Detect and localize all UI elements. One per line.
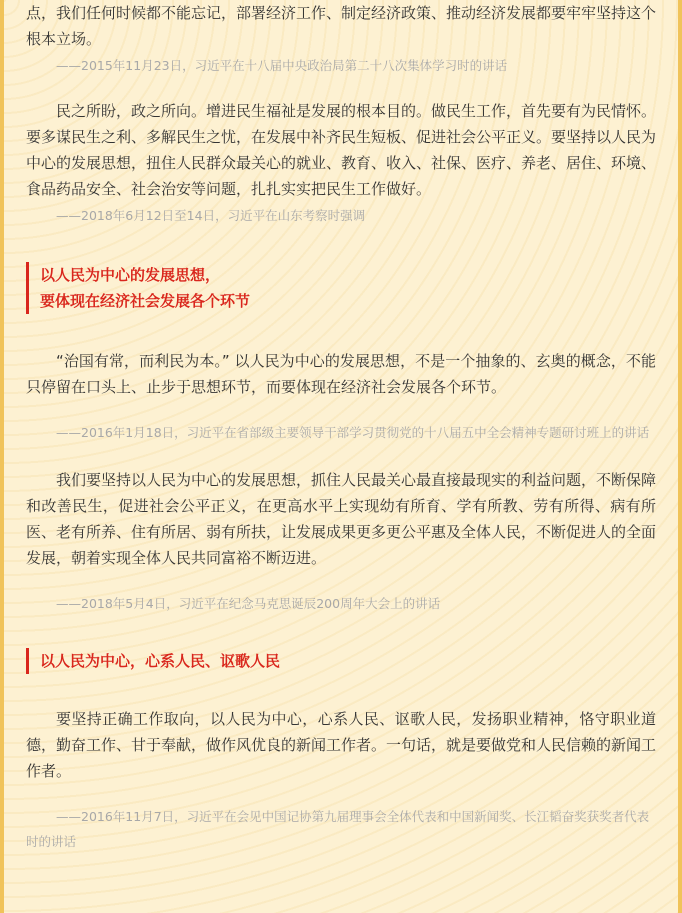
paragraph: 我们要坚持以人民为中心的发展思想，抓住人民最关心最直接最现实的利益问题，不断保障和改善民生，促进社会公平正义，在更高水平上实现幼有所育、学有所教、劳有所得、病有所医、老有所养、住有所居、弱有所扶，让发展成果更多更公平惠及全体人民，不断促进人的全面发展，朝着实现全体人民共同富裕不断迈进。 — [26, 471, 657, 567]
paragraph: “治国有常，而利民为本。” 以人民为中心的发展思想，不是一个抽象的、玄奥的概念，不能只停留在口头上、止步于思想环节，而要体现在经济社会发展各个环节。 — [26, 352, 656, 396]
article-content — [26, 0, 656, 854]
quote-source: ——2018年6月12日至14日，习近平在山东考察时强调 — [56, 208, 366, 223]
quote-source: ——2016年11月7日，习近平在会见中国记协第九届理事会全体代表和中国新闻奖、长江韬奋奖获奖者代表时的讲话 — [26, 809, 650, 849]
section-heading-line: 要体现在经济社会发展各个环节 — [40, 292, 251, 310]
quote-source: ——2018年5月4日，习近平在纪念马克思诞辰200周年大会上的讲话 — [56, 596, 441, 611]
section-heading — [26, 262, 656, 314]
quote-source: ——2015年11月23日，习近平在十八届中央政治局第二十八次集体学习时的讲话 — [56, 58, 508, 73]
paragraph: 要坚持正确工作取向，以人民为中心，心系人民、讴歌人民，发扬职业精神，恪守职业道德，勤奋工作、甘于奉献，做作风优良的新闻工作者。一句话，就是要做党和人民信赖的新闻工作者。 — [26, 710, 657, 780]
section-heading — [26, 648, 656, 674]
paragraph: 点，我们任何时候都不能忘记，部署经济工作、制定经济政策、推动经济发展都要牢牢坚持这个根本立场。 — [26, 4, 657, 48]
quote-source: ——2016年1月18日，习近平在省部级主要领导干部学习贯彻党的十八届五中全会精神专题研讨班上的讲话 — [56, 425, 650, 440]
paragraph: 民之所盼，政之所向。增进民生福祉是发展的根本目的。做民生工作，首先要有为民情怀。要多谋民生之利、多解民生之忧，在发展中补齐民生短板、促进社会公平正义。要坚持以人民为中心的发展思想，扭住人民群众最关心的就业、教育、收入、社保、医疗、养老、居住、环境、食品药品安全、社会治安等问题，扎扎实实把民生工作做好。 — [26, 102, 657, 198]
section-heading-line: 以人民为中心的发展思想， — [40, 266, 221, 284]
section-heading-line: 以人民为中心，心系人民、讴歌人民 — [40, 652, 281, 670]
